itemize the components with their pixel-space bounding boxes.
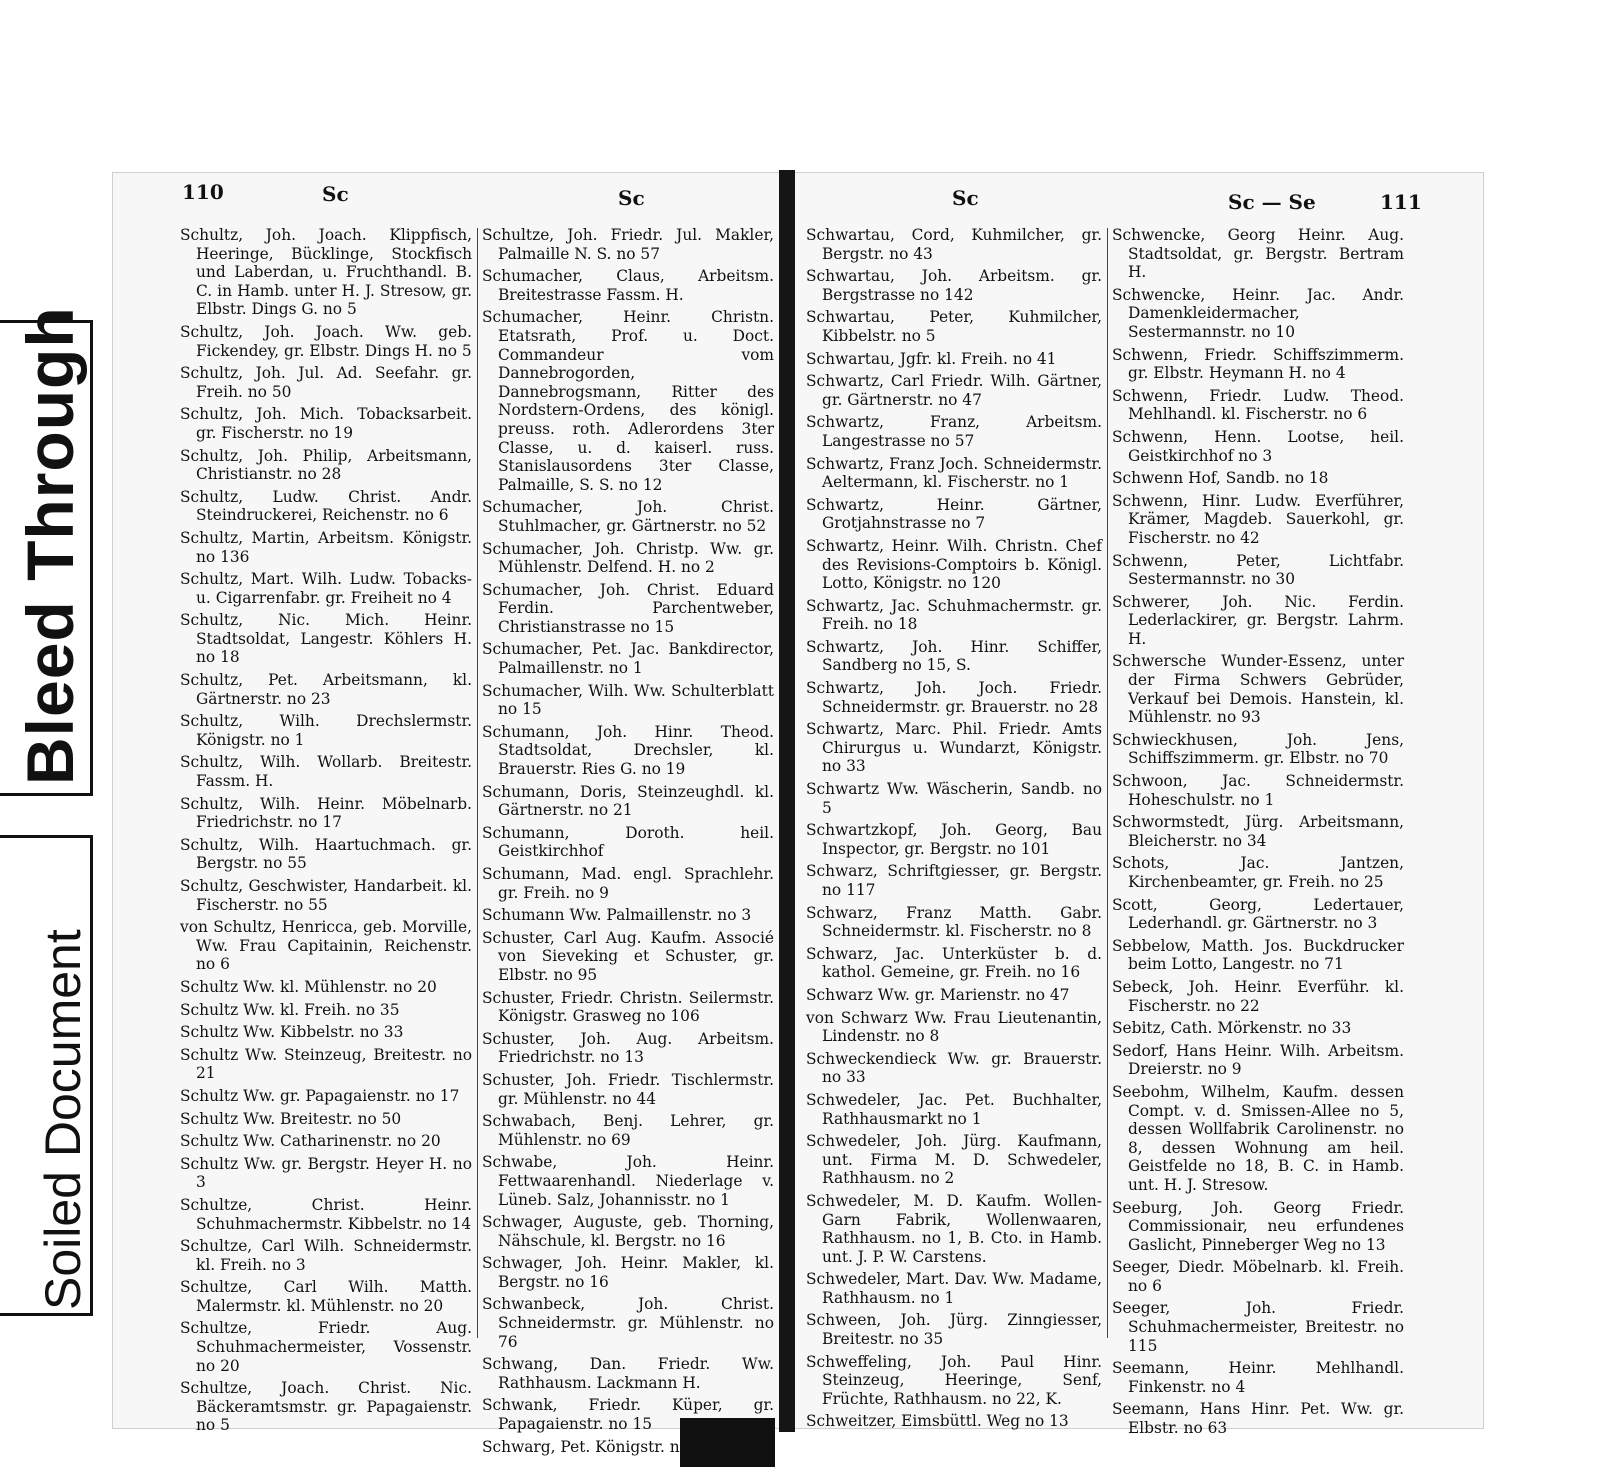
directory-entry: Schumacher, Claus, Arbeitsm. Breitestrasse Fassm. H. xyxy=(482,267,774,304)
directory-entry: Schween, Joh. Jürg. Zinngiesser, Breitestr. no 35 xyxy=(806,1311,1102,1349)
directory-entry: Seemann, Heinr. Mehlhandl. Finkenstr. no 4 xyxy=(1112,1359,1404,1396)
running-head-right-1: Sc xyxy=(952,186,979,210)
directory-entry: Schultz, Joh. Joach. Klippfisch, Heeringe, Bücklinge, Stockfisch und Laberdan, u. Fruchthandl. B. C. in Hamb. unter H. J. Stresow, gr. Elbstr. Dings G. no 5 xyxy=(180,226,472,319)
directory-entry: Schultz, Wilh. Drechslermstr. Königstr. no 1 xyxy=(180,712,472,749)
directory-entry: Schultz, Wilh. Wollarb. Breitestr. Fassm. H. xyxy=(180,753,472,791)
directory-entry: Schultz, Geschwister, Handarbeit. kl. Fischerstr. no 55 xyxy=(180,877,472,914)
directory-entry: Schweckendieck Ww. gr. Brauerstr. no 33 xyxy=(806,1049,1102,1087)
directory-entry: Schwang, Dan. Friedr. Ww. Rathhausm. Lackmann H. xyxy=(482,1355,774,1392)
directory-column-1 xyxy=(180,226,472,1439)
directory-column-2 xyxy=(482,226,774,1460)
directory-entry: Schwartz, Franz Joch. Schneidermstr. Aeltermann, kl. Fischerstr. no 1 xyxy=(806,454,1102,492)
directory-entry: Seebohm, Wilhelm, Kaufm. dessen Compt. v. d. Smissen-Allee no 5, dessen Wollfabrik Carolinenstr. no 8, dessen Wohnung am heil. Geistfelde no 18, B. C. in Hamb. unt. H. J. Stresow. xyxy=(1112,1082,1404,1194)
directory-entry: Schumann, Doroth. heil. Geistkirchhof xyxy=(482,823,774,861)
directory-entry: Seeburg, Joh. Georg Friedr. Commissionair, neu erfundenes Gaslicht, Pinneberger Weg no 13 xyxy=(1112,1198,1404,1254)
directory-entry: von Schwarz Ww. Frau Lieutenantin, Lindenstr. no 8 xyxy=(806,1008,1102,1046)
book-gutter xyxy=(779,170,795,1432)
directory-entry: Schwartzkopf, Joh. Georg, Bau Inspector, gr. Bergstr. no 101 xyxy=(806,821,1102,858)
column-divider-left xyxy=(477,228,478,1338)
directory-entry: Schumacher, Joh. Christ. Eduard Ferdin. Parchentweber, Christianstrasse no 15 xyxy=(482,580,774,636)
stamp-soiled-document: Soiled Document xyxy=(35,929,91,1310)
directory-entry: Schultz Ww. kl. Mühlenstr. no 20 xyxy=(180,977,437,996)
directory-entry: Schumacher, Joh. Christ. Stuhlmacher, gr. Gärtnerstr. no 52 xyxy=(482,498,774,535)
directory-entry: Schuster, Joh. Aug. Arbeitsm. Friedrichstr. no 13 xyxy=(482,1029,774,1067)
directory-entry: Schwenn Hof, Sandb. no 18 xyxy=(1112,469,1329,488)
running-head-left-2: Sc xyxy=(618,186,645,210)
directory-entry: Schumacher, Wilh. Ww. Schulterblatt no 15 xyxy=(482,681,774,719)
directory-entry: Schwenn, Friedr. Ludw. Theod. Mehlhandl. kl. Fischerstr. no 6 xyxy=(1112,386,1404,424)
directory-entry: Schwartz, Heinr. Gärtner, Grotjahnstrasse no 7 xyxy=(806,495,1102,533)
column-divider-right xyxy=(1107,228,1108,1338)
directory-entry: Schwedeler, Jac. Pet. Buchhalter, Rathhausmarkt no 1 xyxy=(806,1090,1102,1128)
page-number-left: 110 xyxy=(182,180,224,204)
directory-entry: Schwartz, Carl Friedr. Wilh. Gärtner, gr. Gärtnerstr. no 47 xyxy=(806,372,1102,409)
directory-entry: Schwarz Ww. gr. Marienstr. no 47 xyxy=(806,985,1070,1004)
directory-entry: Schuster, Joh. Friedr. Tischlermstr. gr. Mühlenstr. no 44 xyxy=(482,1070,774,1108)
directory-entry: Schwenn, Hinr. Ludw. Everführer, Krämer, Magdeb. Sauerkohl, gr. Fischerstr. no 42 xyxy=(1112,491,1404,547)
directory-entry: Schwabe, Joh. Heinr. Fettwaarenhandl. Niederlage v. Lüneb. Salz, Johannisstr. no 1 xyxy=(482,1153,774,1209)
directory-entry: Schultze, Carl Wilh. Schneidermstr. kl. Freih. no 3 xyxy=(180,1237,472,1274)
directory-entry: Schwager, Joh. Heinr. Makler, kl. Bergstr. no 16 xyxy=(482,1254,774,1291)
directory-entry: Schumacher, Pet. Jac. Bankdirector, Palmaillenstr. no 1 xyxy=(482,640,774,678)
directory-entry: Schultz Ww. kl. Freih. no 35 xyxy=(180,1000,400,1019)
directory-entry: Schweffeling, Joh. Paul Hinr. Steinzeug, Heeringe, Senf, Früchte, Rathhausm. no 22, K. xyxy=(806,1352,1102,1408)
directory-entry: Schwoon, Jac. Schneidermstr. Hoheschulstr. no 1 xyxy=(1112,772,1404,809)
directory-entry: Schwormstedt, Jürg. Arbeitsmann, Bleicherstr. no 34 xyxy=(1112,813,1404,850)
directory-entry: von Schultz, Henricca, geb. Morville, Ww. Frau Capitainin, Reichenstr. no 6 xyxy=(180,918,472,974)
directory-entry: Schultz, Wilh. Heinr. Möbelnarb. Friedrichstr. no 17 xyxy=(180,794,472,832)
directory-entry: Schwarz, Schriftgiesser, gr. Bergstr. no 117 xyxy=(806,862,1102,899)
directory-entry: Schwartz, Heinr. Wilh. Christn. Chef des Revisions-Comptoirs b. Königl. Lotto, Königstr. no 120 xyxy=(806,536,1102,593)
directory-entry: Schwedeler, M. D. Kaufm. Wollen-Garn Fabrik, Wollenwaaren, Rathhausm. no 1, B. Cto. in Hamb. unt. J. P. W. Carstens. xyxy=(806,1191,1102,1266)
directory-entry: Schwarg, Pet. Königstr. no 166 xyxy=(482,1437,724,1456)
directory-entry: Schwartau, Peter, Kuhmilcher, Kibbelstr. no 5 xyxy=(806,308,1102,345)
directory-entry: Seeger, Diedr. Möbelnarb. kl. Freih. no 6 xyxy=(1112,1258,1404,1295)
directory-entry: Scott, Georg, Ledertauer, Lederhandl. gr. Gärtnerstr. no 3 xyxy=(1112,895,1404,933)
directory-entry: Schots, Jac. Jantzen, Kirchenbeamter, gr. Freih. no 25 xyxy=(1112,854,1404,891)
directory-entry: Schultze, Joach. Christ. Nic. Bäckeramtsmstr. gr. Papagaienstr. no 5 xyxy=(180,1379,472,1435)
directory-entry: Schwencke, Georg Heinr. Aug. Stadtsoldat, gr. Bergstr. Bertram H. xyxy=(1112,226,1404,282)
directory-entry: Schumacher, Joh. Christp. Ww. gr. Mühlenstr. Delfend. H. no 2 xyxy=(482,539,774,577)
directory-entry: Schwieckhusen, Joh. Jens, Schiffszimmerm. gr. Elbstr. no 70 xyxy=(1112,730,1404,768)
directory-entry: Schultz Ww. gr. Bergstr. Heyer H. no 3 xyxy=(180,1154,472,1192)
directory-entry: Schuster, Friedr. Christn. Seilermstr. Königstr. Grasweg no 106 xyxy=(482,988,774,1026)
directory-entry: Schwartz, Joh. Joch. Friedr. Schneidermstr. gr. Brauerstr. no 28 xyxy=(806,679,1102,716)
directory-entry: Schwartz, Jac. Schuhmachermstr. gr. Freih. no 18 xyxy=(806,596,1102,634)
directory-entry: Sebeck, Joh. Heinr. Everführ. kl. Fischerstr. no 22 xyxy=(1112,977,1404,1015)
directory-entry: Schwanbeck, Joh. Christ. Schneidermstr. gr. Mühlenstr. no 76 xyxy=(482,1295,774,1351)
directory-entry: Schumann, Mad. engl. Sprachlehr. gr. Freih. no 9 xyxy=(482,865,774,902)
directory-entry: Schuster, Carl Aug. Kaufm. Associé von Sieveking et Schuster, gr. Elbstr. no 95 xyxy=(482,928,774,984)
directory-entry: Sebitz, Cath. Mörkenstr. no 33 xyxy=(1112,1019,1352,1038)
directory-entry: Schwerer, Joh. Nic. Ferdin. Lederlackirer, gr. Bergstr. Lahrm. H. xyxy=(1112,592,1404,648)
directory-entry: Schultz Ww. Breitestr. no 50 xyxy=(180,1109,402,1128)
directory-entry: Schwartz, Joh. Hinr. Schiffer, Sandberg no 15, S. xyxy=(806,637,1102,675)
directory-entry: Schwank, Friedr. Küper, gr. Papagaienstr. no 15 xyxy=(482,1396,774,1434)
directory-entry: Schultz, Joh. Jul. Ad. Seefahr. gr. Freih. no 50 xyxy=(180,364,472,401)
directory-entry: Schwenn, Friedr. Schiffszimmerm. gr. Elbstr. Heymann H. no 4 xyxy=(1112,345,1404,383)
directory-entry: Schultz Ww. Kibbelstr. no 33 xyxy=(180,1023,404,1042)
directory-entry: Schultz, Wilh. Haartuchmach. gr. Bergstr. no 55 xyxy=(180,835,472,873)
directory-entry: Schultz Ww. Catharinenstr. no 20 xyxy=(180,1132,441,1151)
directory-entry: Schultze, Joh. Friedr. Jul. Makler, Palmaille N. S. no 57 xyxy=(482,226,774,263)
directory-entry: Schultz, Ludw. Christ. Andr. Steindruckerei, Reichenstr. no 6 xyxy=(180,487,472,525)
directory-entry: Schultze, Carl Wilh. Matth. Malermstr. kl. Mühlenstr. no 20 xyxy=(180,1278,472,1315)
directory-entry: Schumann, Doris, Steinzeughdl. kl. Gärtnerstr. no 21 xyxy=(482,782,774,820)
directory-entry: Schwedeler, Mart. Dav. Ww. Madame, Rathhausm. no 1 xyxy=(806,1270,1102,1307)
directory-entry: Schumacher, Heinr. Christn. Etatsrath, Prof. u. Doct. Commandeur vom Dannebrogorden, Dannebrogsmann, Ritter des Nordstern-Ordens, des königl. preuss. roth. Adlerordens 3ter Classe, u. d. kaiserl. russ. Stanislausordens 3ter Classe, Palmaille, S. S. no 12 xyxy=(482,308,774,494)
directory-entry: Schwartau, Jgfr. kl. Freih. no 41 xyxy=(806,349,1057,368)
directory-entry: Schultz, Mart. Wilh. Ludw. Tobacks- u. Cigarrenfabr. gr. Freiheit no 4 xyxy=(180,570,472,607)
directory-entry: Schultz, Pet. Arbeitsmann, kl. Gärtnerstr. no 23 xyxy=(180,671,472,708)
directory-entry: Schwartz Ww. Wäscherin, Sandb. no 5 xyxy=(806,780,1102,817)
directory-entry: Schwager, Auguste, geb. Thorning, Nähschule, kl. Bergstr. no 16 xyxy=(482,1213,774,1250)
directory-entry: Schumann, Joh. Hinr. Theod. Stadtsoldat, Drechsler, kl. Brauerstr. Ries G. no 19 xyxy=(482,722,774,779)
directory-entry: Schumann Ww. Palmaillenstr. no 3 xyxy=(482,906,752,925)
directory-entry: Schultz, Martin, Arbeitsm. Königstr. no 136 xyxy=(180,528,472,566)
directory-entry: Schwenn, Henn. Lootse, heil. Geistkirchhof no 3 xyxy=(1112,427,1404,465)
directory-entry: Schweitzer, Eimsbüttl. Weg no 13 xyxy=(806,1412,1069,1431)
running-head-range: Sc — Se xyxy=(1228,190,1316,214)
directory-entry: Schwabach, Benj. Lehrer, gr. Mühlenstr. no 69 xyxy=(482,1112,774,1149)
directory-entry: Schwenn, Peter, Lichtfabr. Sestermannstr. no 30 xyxy=(1112,551,1404,589)
directory-entry: Schwartz, Franz, Arbeitsm. Langestrasse no 57 xyxy=(806,413,1102,450)
directory-entry: Seemann, Hans Hinr. Pet. Ww. gr. Elbstr. no 63 xyxy=(1112,1400,1404,1438)
directory-column-3 xyxy=(806,226,1102,1435)
stamp-bleed-through: Bleed Through xyxy=(13,306,87,785)
directory-entry: Schultze, Christ. Heinr. Schuhmachermstr. Kibbelstr. no 14 xyxy=(180,1195,472,1233)
directory-entry: Schultz, Nic. Mich. Heinr. Stadtsoldat, Langestr. Köhlers H. no 18 xyxy=(180,611,472,667)
running-head-left-1: Sc xyxy=(322,182,349,206)
directory-entry: Sebbelow, Matth. Jos. Buckdrucker beim Lotto, Langestr. no 71 xyxy=(1112,936,1404,974)
directory-entry: Schultze, Friedr. Aug. Schuhmachermeister, Vossenstr. no 20 xyxy=(180,1319,472,1375)
directory-entry: Schwarz, Franz Matth. Gabr. Schneidermstr. kl. Fischerstr. no 8 xyxy=(806,903,1102,941)
directory-entry: Schultz, Joh. Philip, Arbeitsmann, Christianstr. no 28 xyxy=(180,446,472,484)
directory-entry: Schwarz, Jac. Unterküster b. d. kathol. Gemeine, gr. Freih. no 16 xyxy=(806,944,1102,982)
directory-entry: Schwencke, Heinr. Jac. Andr. Damenkleidermacher, Sestermannstr. no 10 xyxy=(1112,285,1404,341)
directory-entry: Schultz, Joh. Mich. Tobacksarbeit. gr. Fischerstr. no 19 xyxy=(180,405,472,442)
directory-column-4 xyxy=(1112,226,1404,1442)
directory-entry: Schwartau, Cord, Kuhmilcher, gr. Bergstr. no 43 xyxy=(806,226,1102,263)
directory-entry: Schultz, Joh. Joach. Ww. geb. Fickendey, gr. Elbstr. Dings H. no 5 xyxy=(180,322,472,360)
directory-entry: Schwedeler, Joh. Jürg. Kaufmann, unt. Firma M. D. Schwedeler, Rathhausm. no 2 xyxy=(806,1132,1102,1188)
directory-entry: Seeger, Joh. Friedr. Schuhmachermeister, Breitestr. no 115 xyxy=(1112,1299,1404,1355)
directory-entry: Schultz Ww. gr. Papagaienstr. no 17 xyxy=(180,1086,460,1105)
directory-entry: Schultz Ww. Steinzeug, Breitestr. no 21 xyxy=(180,1045,472,1083)
directory-entry: Schwartau, Joh. Arbeitsm. gr. Bergstrasse no 142 xyxy=(806,267,1102,304)
page-number-right: 111 xyxy=(1380,190,1422,214)
directory-entry: Schwersche Wunder-Essenz, unter der Firma Schwers Gebrüder, Verkauf bei Demois. Hanstein, kl. Mühlenstr. no 93 xyxy=(1112,652,1404,727)
directory-entry: Sedorf, Hans Heinr. Wilh. Arbeitsm. Dreierstr. no 9 xyxy=(1112,1041,1404,1079)
directory-entry: Schwartz, Marc. Phil. Friedr. Amts Chirurgus u. Wundarzt, Königstr. no 33 xyxy=(806,720,1102,776)
